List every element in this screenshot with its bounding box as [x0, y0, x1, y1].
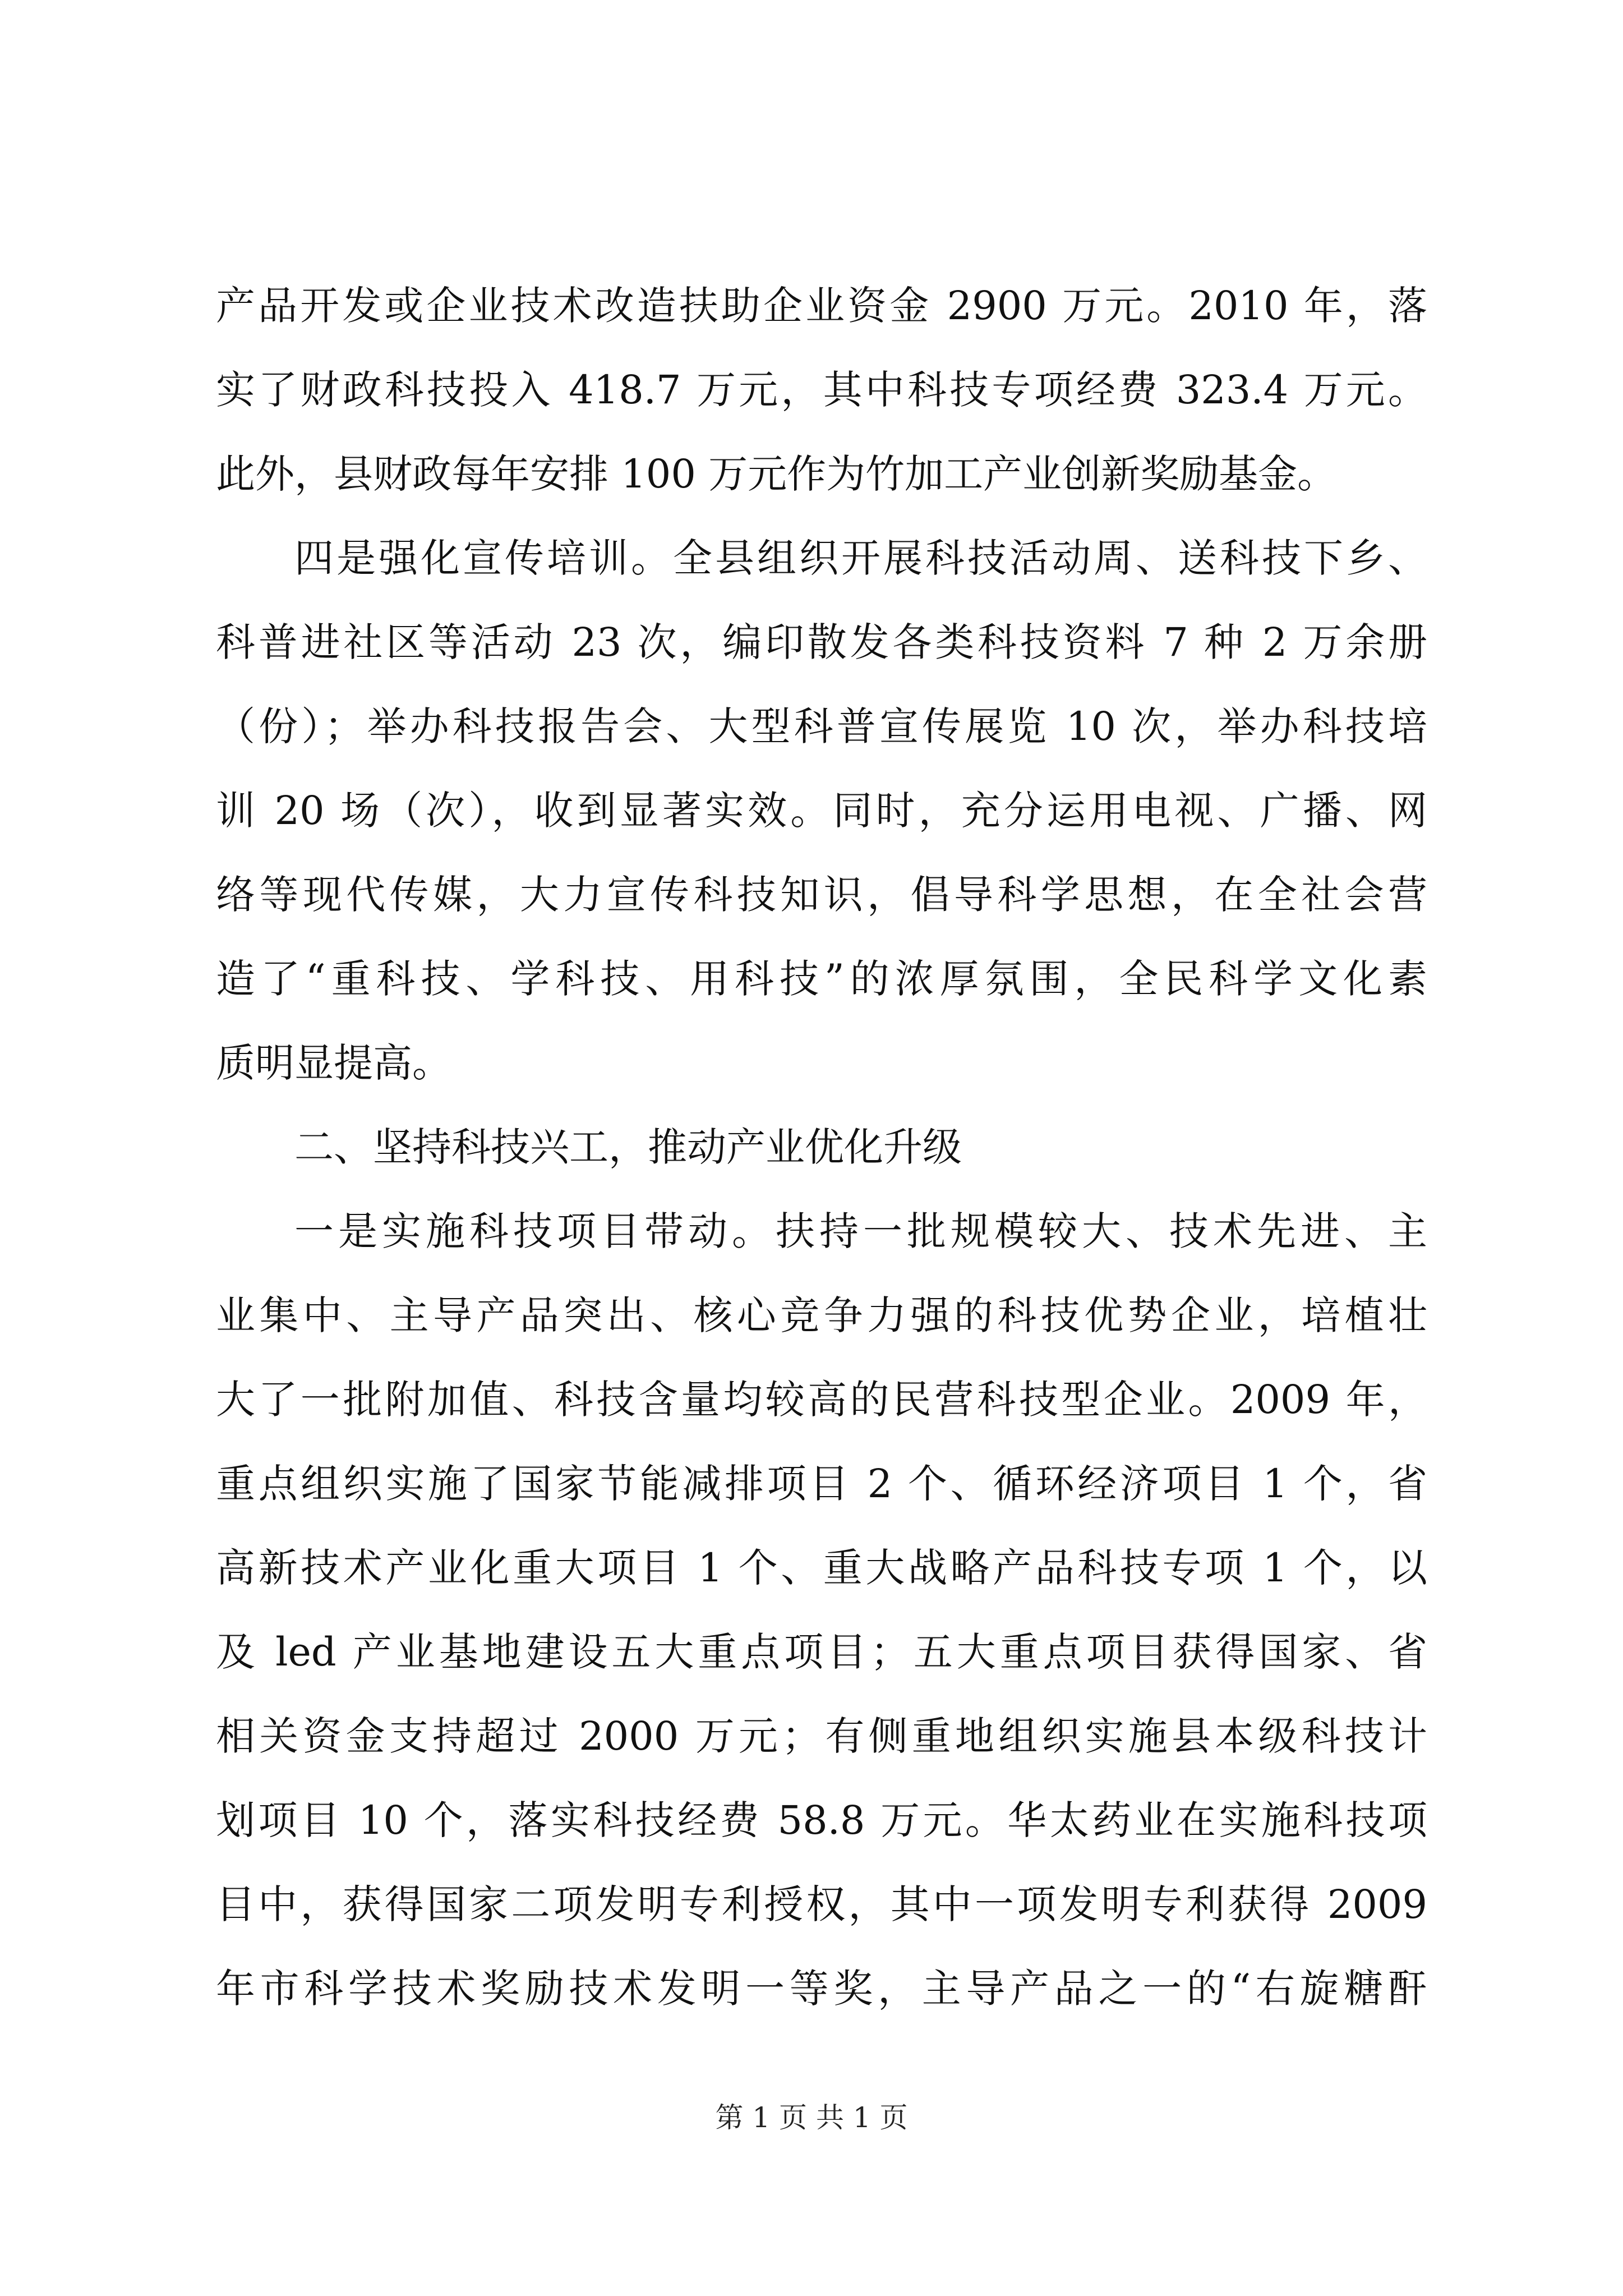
text-line-19: 划项目 10 个，落实科技经费 58.8 万元。华太药业在实施科技项 — [216, 1797, 1427, 1843]
text-line-13: 业集中、主导产品突出、核心竞争力强的科技优势企业，培植壮 — [216, 1292, 1427, 1338]
text-line-18: 相关资金支持超过 2000 万元；有侧重地组织实施县本级科技计 — [216, 1713, 1427, 1759]
text-line-1: 产品开发或企业技术改造扶助企业资金 2900 万元。2010 年，落 — [216, 283, 1427, 329]
text-line-15: 重点组织实施了国家节能减排项目 2 个、循环经济项目 1 个，省 — [216, 1461, 1427, 1507]
text-line-7: 训 20 场（次），收到显著实效。同时，充分运用电视、广播、网 — [216, 788, 1427, 834]
paragraph-start-line: 四是强化宣传培训。全县组织开展科技活动周、送科技下乡、 — [294, 535, 1427, 581]
text-line-21: 年市科学技术奖励技术发明一等奖，主导产品之一的“右旋糖酐 — [216, 1966, 1427, 2012]
document-body — [216, 264, 1427, 2031]
text-line-17: 及 led 产业基地建设五大重点项目；五大重点项目获得国家、省 — [216, 1629, 1427, 1675]
text-line-2: 实了财政科技投入 418.7 万元，其中科技专项经费 323.4 万元。 — [216, 367, 1427, 413]
text-line-14: 大了一批附加值、科技含量均较高的民营科技型企业。2009 年， — [216, 1377, 1427, 1423]
text-line-20: 目中，获得国家二项发明专利授权，其中一项发明专利获得 2009 — [216, 1881, 1427, 1927]
text-line-10: 质明显提高。 — [216, 1040, 451, 1086]
text-line-8: 络等现代传媒，大力宣传科技知识，倡导科学思想，在全社会营 — [216, 872, 1427, 918]
paragraph-start-line: 一是实施科技项目带动。扶持一批规模较大、技术先进、主 — [294, 1208, 1427, 1254]
text-line-9: 造了“重科技、学科技、用科技”的浓厚氛围，全民科学文化素 — [216, 956, 1427, 1002]
page-footer: 第 1 页 共 1 页 — [715, 2101, 908, 2134]
text-line-3: 此外，县财政每年安排 100 万元作为竹加工产业创新奖励基金。 — [216, 451, 1337, 497]
text-line-5: 科普进社区等活动 23 次，编印散发各类科技资料 7 种 2 万余册 — [216, 619, 1427, 665]
text-line-16: 高新技术产业化重大项目 1 个、重大战略产品科技专项 1 个，以 — [216, 1545, 1427, 1591]
section-heading: 二、坚持科技兴工，推动产业优化升级 — [294, 1124, 962, 1170]
text-line-6: （份）；举办科技报告会、大型科普宣传展览 10 次，举办科技培 — [216, 703, 1427, 749]
